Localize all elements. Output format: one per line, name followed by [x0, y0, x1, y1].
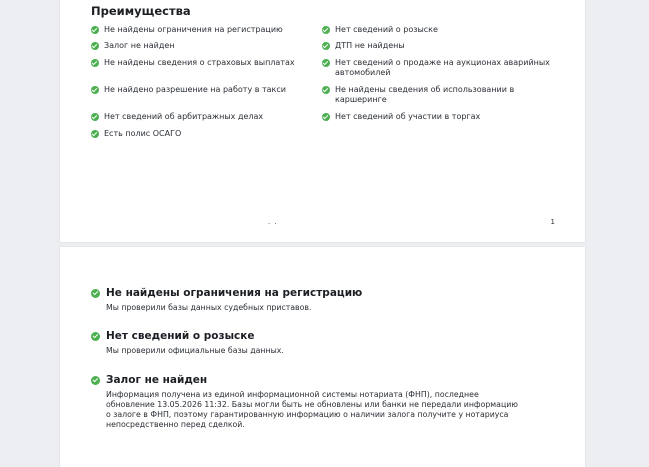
advantage-item: Не найдено разрешение на работу в такси — [91, 85, 306, 95]
check-icon — [91, 130, 99, 138]
advantage-item: Не найдены ограничения на регистрацию — [91, 25, 306, 35]
advantage-item: Нет сведений об участии в торгах — [322, 112, 550, 122]
advantage-item: Не найдены сведения об использовании в каршеринге — [322, 85, 522, 105]
advantage-item: Есть полис ОСАГО — [91, 129, 306, 139]
check-icon — [91, 59, 99, 67]
check-icon — [322, 26, 330, 34]
check-icon — [91, 376, 100, 385]
check-section — [91, 287, 541, 313]
report-page-1 — [60, 0, 585, 242]
advantage-item: Нет сведений о розыске — [322, 25, 550, 35]
check-icon — [91, 26, 99, 34]
advantage-item: Не найдены сведения о страховых выплатах — [91, 58, 306, 68]
section-description: Мы проверили официальные базы данных. — [106, 346, 284, 355]
advantages-title: Преимущества — [91, 4, 191, 18]
check-section — [91, 374, 521, 430]
section-title: Залог не найден — [106, 374, 208, 386]
check-icon — [91, 86, 99, 94]
check-icon — [322, 59, 330, 67]
section-description: Мы проверили базы данных судебных приставов. — [106, 303, 312, 312]
check-icon — [91, 113, 99, 121]
section-title: Нет сведений о розыске — [106, 330, 255, 342]
section-description: Информация получена из единой информационной системы нотариата (ФНП), последнее обновление 13.05.2026 11:32. Базы могли быть не обновлены или банки не передали информацию о залоге в ФНП, поэтому гарантированную информацию о наличии залога получите у нотариуса непосредственно перед сделкой. — [106, 390, 518, 429]
footer-marks: . . — [268, 218, 278, 226]
check-icon — [91, 42, 99, 50]
check-icon — [322, 42, 330, 50]
page-number: 1 — [550, 218, 555, 226]
advantage-item: Залог не найден — [91, 41, 306, 51]
advantage-item: ДТП не найдены — [322, 41, 550, 51]
advantage-item: Нет сведений об арбитражных делах — [91, 112, 306, 122]
check-icon — [322, 113, 330, 121]
advantage-item: Нет сведений о продаже на аукционах аварийных автомобилей — [322, 58, 550, 78]
check-section — [91, 330, 541, 356]
check-icon — [322, 86, 330, 94]
report-page-2 — [60, 247, 585, 467]
check-icon — [91, 332, 100, 341]
section-title: Не найдены ограничения на регистрацию — [106, 287, 363, 299]
check-icon — [91, 289, 100, 298]
